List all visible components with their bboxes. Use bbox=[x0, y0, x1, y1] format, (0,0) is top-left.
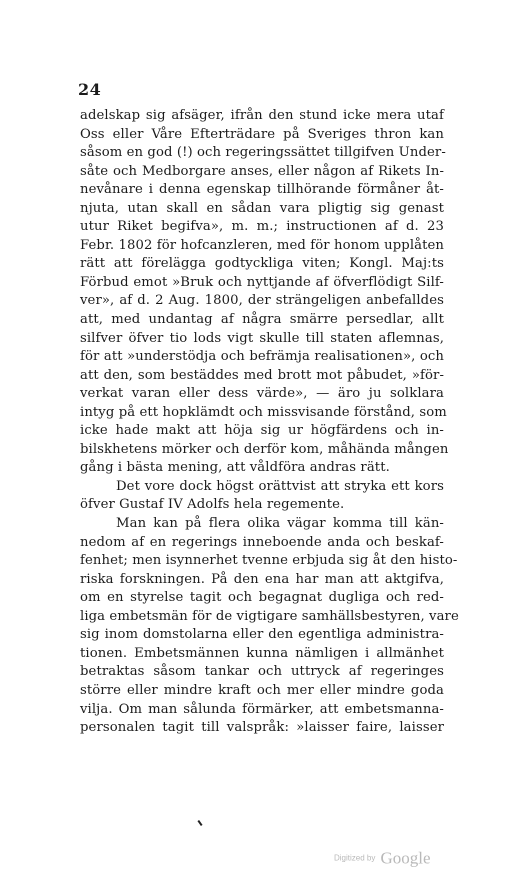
text-line: silfver öfver tio lods vigt skulle till staten aflemnas, bbox=[80, 330, 444, 346]
text-line: icke hade makt att höja sig ur högfärdens och in- bbox=[80, 423, 444, 439]
google-logo-text: Google bbox=[380, 848, 431, 868]
text-line: riska forskningen. På den ena har man att aktgifva, bbox=[80, 571, 444, 587]
text-line: utur Riket begifva», m. m.; instructionen af d. 23 bbox=[80, 219, 444, 235]
text-line: adelskap sig afsäger, ifrån den stund icke mera utaf bbox=[80, 108, 444, 123]
ink-mark bbox=[197, 820, 202, 826]
text-line: ver», af d. 2 Aug. 1800, der strängeligen anbefalldes bbox=[80, 293, 444, 309]
text-line: större eller mindre kraft och mer eller mindre goda bbox=[80, 682, 444, 698]
text-line: bilskhetens mörker och derför kom, måhända mången bbox=[80, 441, 449, 457]
paragraph-start-line: Man kan på flera olika vägar komma till kän- bbox=[116, 516, 444, 532]
text-line: fenhet; men isynnerhet tvenne erbjuda sig åt den histo- bbox=[80, 553, 458, 569]
text-line: nedom af en regerings inneboende anda och beskaf- bbox=[80, 534, 444, 550]
text-line: verkat varan eller dess värde», — äro ju solklara bbox=[80, 386, 444, 402]
text-line: att den, som bestäddes med brott mot påbudet, »för- bbox=[80, 367, 444, 383]
digitized-watermark bbox=[334, 848, 431, 868]
watermark-prefix: Digitized by bbox=[334, 853, 376, 863]
paragraph-end-line: gång i bästa mening, att våldföra andras rätt. bbox=[80, 460, 390, 476]
text-line: intyg på ett hopklämdt och missvisande förstånd, som bbox=[80, 404, 447, 420]
text-line: tionen. Embetsmännen kunna nämligen i allmänhet bbox=[80, 645, 444, 661]
text-line: om en styrelse tagit och begagnat dugliga och red- bbox=[80, 590, 444, 606]
text-line: personalen tagit till valspråk: »laisser faire, laisser bbox=[80, 720, 444, 736]
text-line: Febr. 1802 för hofcanzleren, med för honom upplåten bbox=[80, 237, 444, 253]
text-line: njuta, utan skall en sådan vara pligtig sig genast bbox=[80, 200, 444, 216]
text-line: Oss eller Våre Efterträdare på Sveriges thron kan bbox=[80, 126, 444, 142]
page-number: 24 bbox=[78, 80, 102, 99]
text-line: liga embetsmän för de vigtigare samhällsbestyren, vare bbox=[80, 608, 459, 624]
text-line: för att »understödja och befrämja realisationen», och bbox=[80, 349, 444, 365]
text-line: Förbud emot »Bruk och nyttjande af öfverflödigt Silf- bbox=[80, 274, 444, 290]
text-line: såsom en god (!) och regeringssättet tillgifven Under- bbox=[80, 145, 446, 161]
body-text bbox=[80, 107, 459, 738]
text-line: såte och Medborgare anses, eller någon af Rikets In- bbox=[80, 163, 444, 179]
paragraph-end-line: öfver Gustaf IV Adolfs hela regemente. bbox=[80, 497, 345, 513]
text-line: betraktas såsom tankar och uttryck af regeringes bbox=[80, 664, 444, 680]
text-line: nevånare i denna egenskap tillhörande förmåner åt- bbox=[80, 182, 444, 198]
text-line: sig inom domstolarna eller den egentliga administra- bbox=[80, 627, 444, 643]
text-line: vilja. Om man sålunda förmärker, att embetsmanna- bbox=[80, 701, 444, 717]
text-line: att, med undantag af några smärre persedlar, allt bbox=[80, 312, 444, 328]
paragraph-start-line: Det vore dock högst orättvist att stryka ett kors bbox=[116, 478, 444, 494]
text-line: rätt att förelägga godtyckliga viten; Kongl. Maj:ts bbox=[80, 256, 444, 272]
